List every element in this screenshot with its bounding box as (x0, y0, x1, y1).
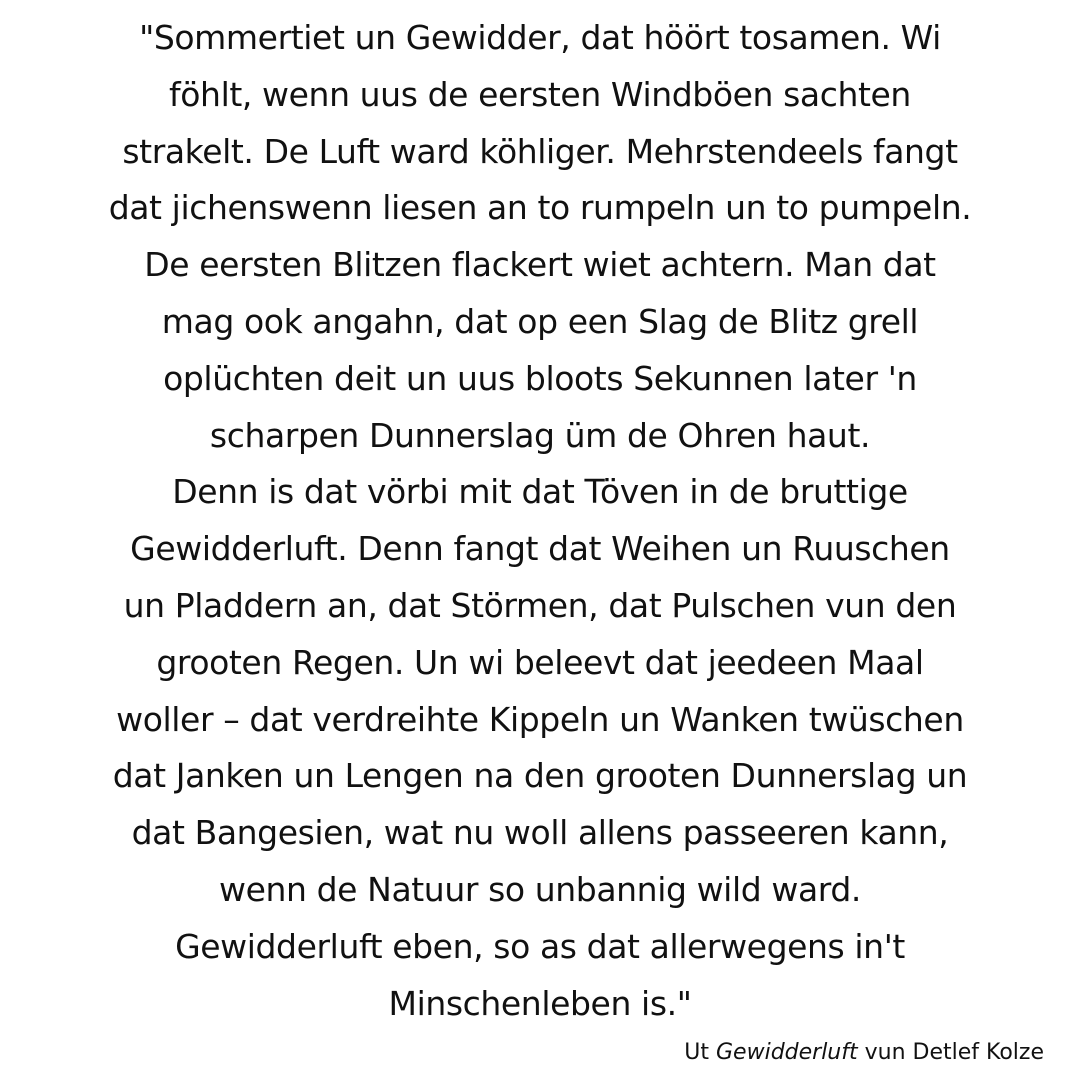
quote-line: oplüchten deit un uus bloots Sekunnen later 'n (163, 358, 917, 398)
quote-line: mag ook angahn, dat op een Slag de Blitz grell (161, 301, 919, 341)
quote-line: Minschenleben is." (388, 983, 692, 1023)
quote-line: dat Bangesien, wat nu woll allens passeeren kann, (131, 813, 949, 853)
quote-line: Gewidderluft eben, so as dat allerwegens in't (175, 926, 905, 966)
quote-line: De eersten Blitzen flackert wiet achtern. Man dat (144, 245, 936, 285)
quote-text (0, 10, 1080, 1032)
quote-line: un Pladdern an, dat Störmen, dat Pulschen vun den (123, 585, 957, 625)
quote-line: "Sommertiet un Gewidder, dat höört tosamen. Wi (139, 18, 941, 57)
quote-line: Gewidderluft. Denn fangt dat Weihen un Ruuschen (130, 529, 950, 569)
quote-line: woller – dat verdreihte Kippeln un Wanken twüschen (116, 699, 964, 739)
attribution-prefix: Ut (684, 1040, 716, 1065)
attribution-author: vun Detlef Kolze (857, 1040, 1044, 1065)
quote-line: strakelt. De Luft ward köhliger. Mehrstendeels fangt (122, 131, 958, 171)
quote-line: Denn is dat vörbi mit dat Töven in de bruttige (172, 472, 908, 512)
quote-line: scharpen Dunnerslag üm de Ohren haut. (209, 415, 871, 455)
quote-line: dat Janken un Lengen na den grooten Dunnerslag un (112, 756, 968, 796)
attribution (684, 1038, 1044, 1068)
quote-line: grooten Regen. Un wi beleevt dat jeedeen Maal (156, 642, 924, 682)
quote-line: wenn de Natuur so unbannig wild ward. (219, 869, 861, 909)
quote-line: dat jichenswenn liesen an to rumpeln un to pumpeln. (108, 188, 972, 228)
source-title: Gewidderluft (716, 1040, 858, 1065)
quote-line: föhlt, wenn uus de eersten Windböen sachten (169, 74, 911, 114)
